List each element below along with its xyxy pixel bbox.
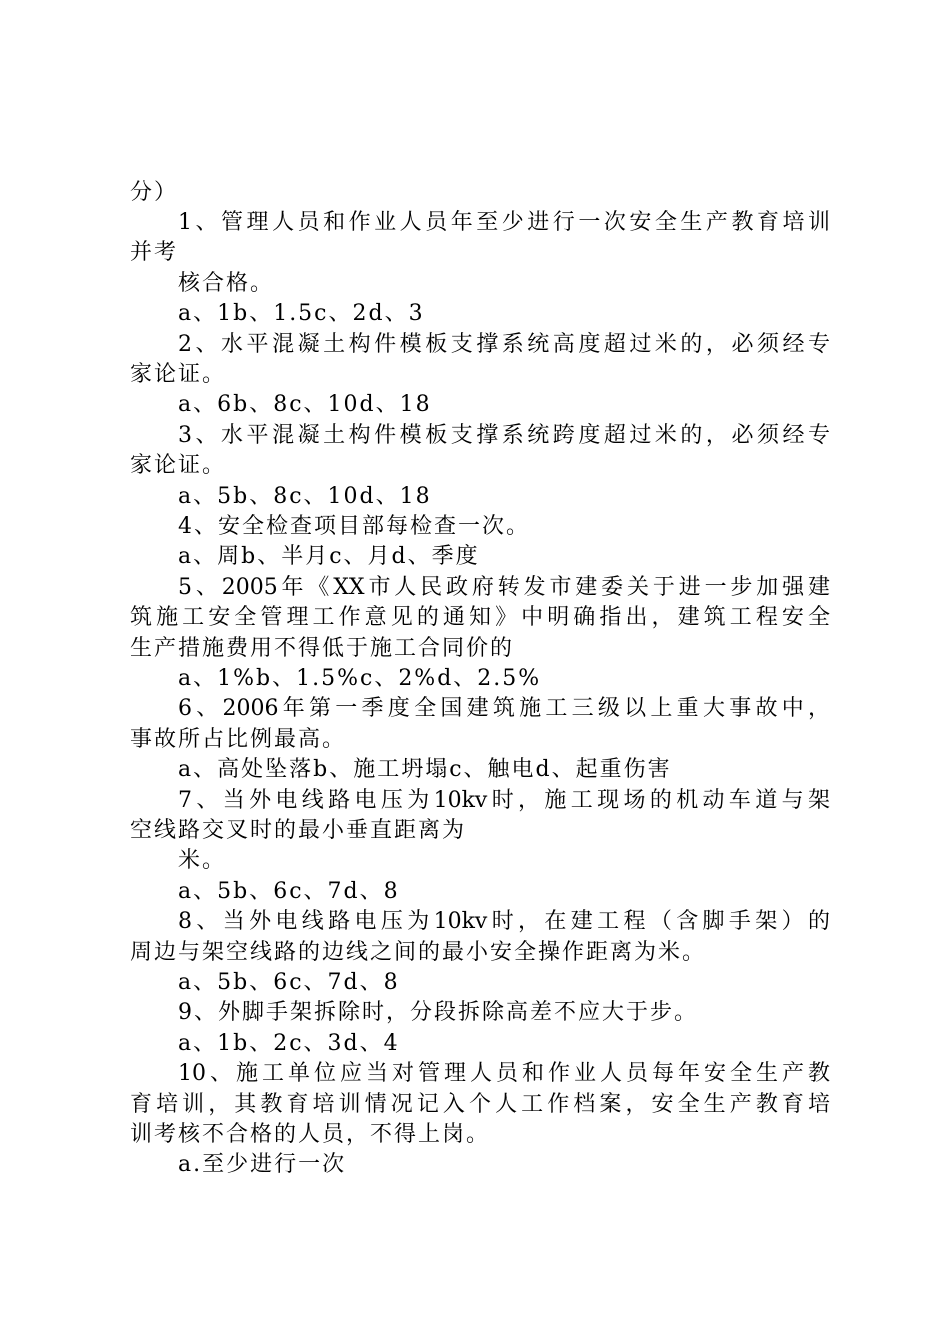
text-line: 周边与架空线路的边线之间的最小安全操作距离为米。: [130, 940, 707, 965]
answer-options-8: a、5b、6c、7d、8: [178, 970, 400, 995]
text-line: 育培训，其教育培训情况记入个人工作档案，安全生产教育培: [130, 1092, 830, 1117]
answer-options-7: a、5b、6c、7d、8: [178, 879, 400, 904]
question-7: 7、当外电线路电压为10kv时，施工现场的机动车道与架: [178, 788, 830, 813]
text-line: 生产措施费用不得低于施工合同价的: [130, 636, 515, 661]
question-9: 9、外脚手架拆除时，分段拆除高差不应大于步。: [178, 1000, 698, 1025]
question-4: 4、安全检查项目部每检查一次。: [178, 514, 530, 539]
question-3: 3、水平混凝土构件模板支撑系统跨度超过米的，必须经专: [178, 423, 830, 448]
text-line: 事故所占比例最高。: [130, 727, 347, 752]
question-1: 1、管理人员和作业人员年至少进行一次安全生产教育培训: [178, 210, 830, 235]
question-6: 6、2006年第一季度全国建筑施工三级以上重大事故中，: [178, 696, 830, 721]
answer-options-2: a、6b、8c、10d、18: [178, 392, 432, 417]
text-line: 米。: [178, 848, 227, 873]
text-line: 家论证。: [130, 362, 227, 387]
answer-options-1: a、1b、1.5c、2d、3: [178, 301, 425, 326]
answer-options-5: a、1%b、1.5%c、2%d、2.5%: [178, 666, 542, 691]
answer-options-9: a、1b、2c、3d、4: [178, 1031, 400, 1056]
answer-options-4: a、周b、半月c、月d、季度: [178, 544, 480, 569]
text-line: 并考: [130, 240, 179, 265]
text-line: 筑施工安全管理工作意见的通知》中明确指出，建筑工程安全: [130, 605, 830, 630]
question-2: 2、水平混凝土构件模板支撑系统高度超过米的，必须经专: [178, 332, 830, 357]
question-10: 10、施工单位应当对管理人员和作业人员每年安全生产教: [178, 1061, 830, 1086]
text-line: 分）: [130, 180, 179, 205]
text-line: 核合格。: [178, 271, 275, 296]
question-5: 5、2005年《XX市人民政府转发市建委关于进一步加强建: [178, 575, 830, 600]
answer-options-6: a、高处坠落b、施工坍塌c、触电d、起重伤害: [178, 757, 672, 782]
text-line: 空线路交叉时的最小垂直距离为: [130, 818, 467, 843]
text-line: 训考核不合格的人员，不得上岗。: [130, 1122, 491, 1147]
answer-options-3: a、5b、8c、10d、18: [178, 484, 432, 509]
text-line: 家论证。: [130, 453, 227, 478]
question-8: 8、当外电线路电压为10kv时，在建工程（含脚手架）的: [178, 909, 830, 934]
answer-options-10: a.至少进行一次: [178, 1152, 347, 1177]
